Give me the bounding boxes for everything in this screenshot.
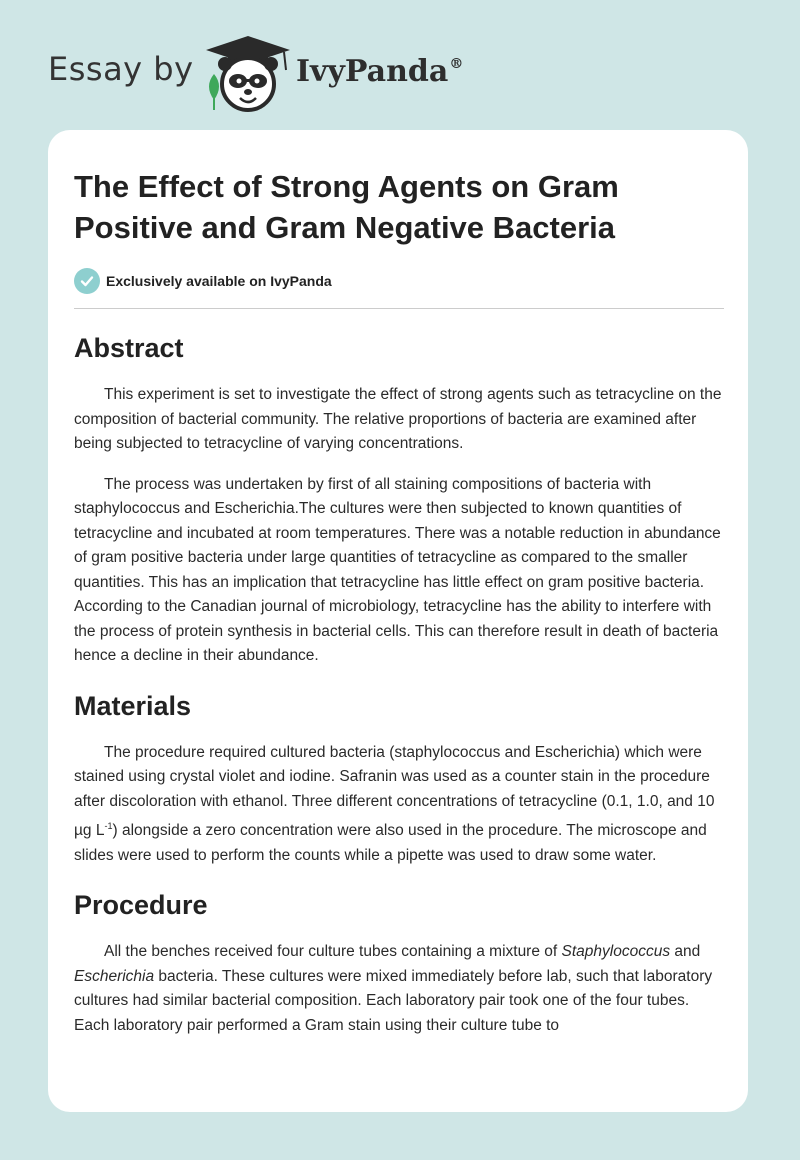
section-heading-abstract: Abstract <box>74 333 184 363</box>
exclusive-badge <box>74 268 724 294</box>
materials-text-a: The procedure required cultured bacteria (staphylococcus and Escherichia) which were stained using crystal violet and iodine. Safranin was used as a counter stain in the procedure after discoloration with ethanol. Three different concentrations of tetracycline (0.1, 1.0, and 10 µg L <box>74 743 715 840</box>
essay-content <box>74 166 724 1054</box>
exclusive-label: Exclusively available on IvyPanda <box>106 273 332 289</box>
abstract-paragraph-2: The process was undertaken by first of all staining compositions of bacteria with staphylococcus and Escherichia.The cultures were then subjected to known quantities of tetracycline and incubated at room temperatures. There was a notable reduction in abundance of gram positive bacteria under large quantities of tetracycline as compared to the smaller quantities. This has an implication that tetracycline has little effect on gram positive bacteria. According to the Canadian journal of microbiology, tetracycline has the ability to interfere with the process of protein synthesis in bacterial cells. This can therefore result in death of bacteria hence a decline in their abundance. <box>74 475 721 664</box>
procedure-italic-escherichia: Escherichia <box>74 967 155 985</box>
divider <box>74 308 724 309</box>
site-header <box>0 0 800 130</box>
check-icon <box>74 268 100 294</box>
procedure-paragraph-1 <box>74 940 724 1038</box>
essay-card <box>48 130 748 1112</box>
superscript-minus-one: -1 <box>104 821 113 831</box>
procedure-text-b: and <box>670 943 701 961</box>
section-heading-procedure: Procedure <box>74 890 208 921</box>
essay-title: The Effect of Strong Agents on Gram Positive and Gram Negative Bacteria <box>74 169 619 245</box>
materials-paragraph-1 <box>74 741 724 869</box>
panda-logo-icon[interactable] <box>200 30 296 116</box>
procedure-italic-staphylococcus: Staphylococcus <box>561 943 671 961</box>
brand-name[interactable] <box>296 54 463 89</box>
essay-by-label: Essay by <box>48 50 194 88</box>
abstract-paragraph-1: This experiment is set to investigate the effect of strong agents such as tetracycline on the composition of bacterial community. The relative proportions of bacteria are examined after being subjected to tetracycline of varying concentrations. <box>74 386 722 452</box>
brand-text: IvyPanda <box>296 54 449 89</box>
section-heading-materials: Materials <box>74 690 192 721</box>
procedure-text-a: All the benches received four culture tubes containing a mixture of <box>104 943 562 961</box>
procedure-text-c: bacteria. These cultures were mixed immediately before lab, such that laboratory cultures had similar bacterial composition. Each laboratory pair took one of the four tubes. Each laboratory pair performed a Gram stain using their culture tube to <box>74 967 713 1034</box>
materials-text-b: ) alongside a zero concentration were also used in the procedure. The microscope and slides were used to perform the counts while a pipette was used to draw some water. <box>74 822 707 864</box>
registered-mark: ® <box>449 56 464 72</box>
